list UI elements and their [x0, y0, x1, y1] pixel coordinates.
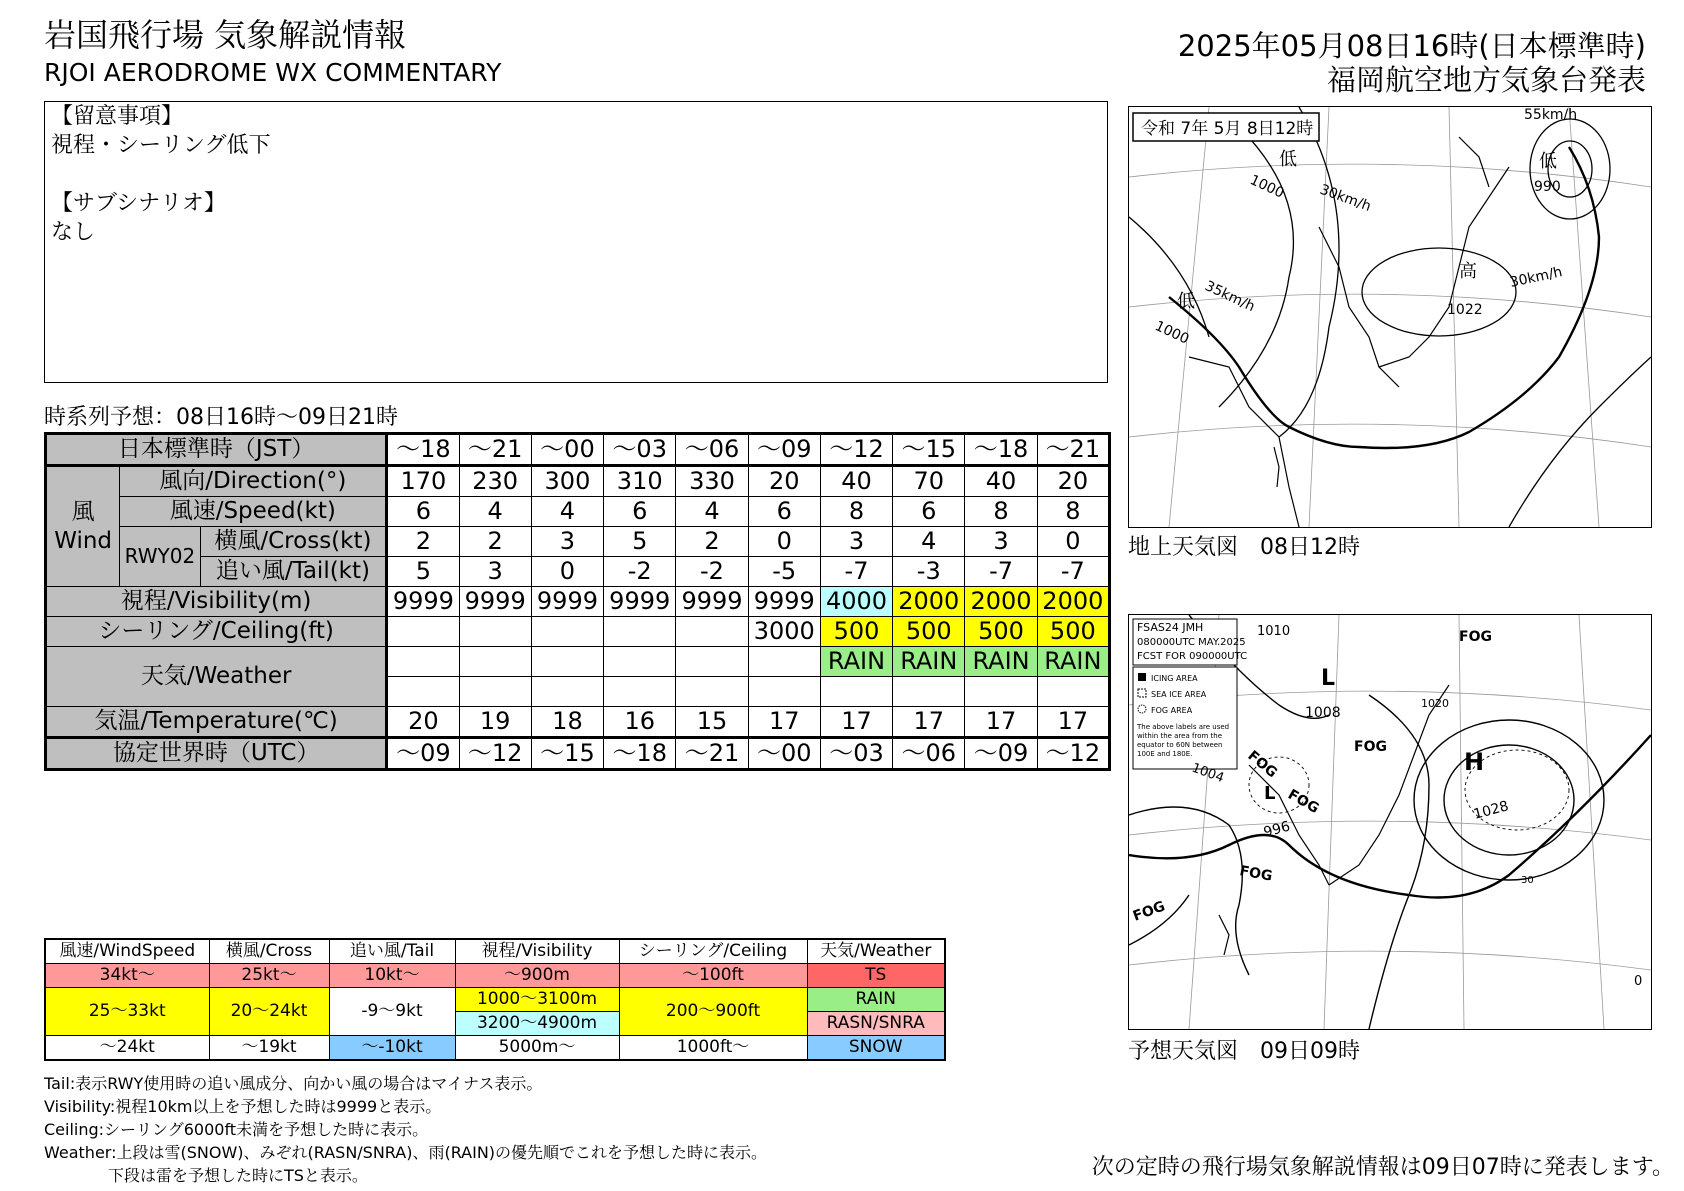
direction-row: [46, 466, 1110, 497]
direction-cell: 300: [531, 466, 603, 497]
temperature-cell: 18: [531, 707, 603, 738]
low-pressure: 996: [1261, 818, 1292, 841]
utc-cell: 〜09: [965, 738, 1037, 770]
weather-upper-cell: [748, 647, 820, 677]
ceiling-cell: 3000: [748, 617, 820, 647]
legend-cell: TS: [807, 964, 945, 988]
low-label: L: [1264, 783, 1276, 804]
footnotes: [44, 1072, 767, 1187]
temperature-cell: 19: [459, 707, 531, 738]
tail-cell: -3: [893, 557, 965, 587]
legend-header-row: [45, 939, 945, 964]
page-title: 岩国飛行場 気象解説情報: [44, 16, 407, 54]
runway-label: RWY02: [120, 527, 200, 587]
low-pressure: 990: [1534, 179, 1561, 195]
jst-cell: 〜06: [676, 434, 748, 466]
low-label: L: [1321, 666, 1336, 691]
legend-row-severe: [45, 964, 945, 988]
high-label: 高: [1459, 261, 1477, 282]
utc-cell: 〜00: [748, 738, 820, 770]
direction-cell: 20: [748, 466, 820, 497]
cross-cell: 3: [820, 527, 892, 557]
utc-cell: 〜18: [604, 738, 676, 770]
map-legend-note: equator to 60N between: [1137, 741, 1223, 749]
tail-cell: -7: [965, 557, 1037, 587]
weather-upper-row: [46, 647, 1110, 677]
map-legend-note: 100E and 180E.: [1137, 750, 1193, 758]
map-isobars: [1129, 107, 1651, 527]
jst-cell: 〜15: [893, 434, 965, 466]
chart-id-line: FCST FOR 090000UTC: [1137, 651, 1248, 662]
weather-upper-cell: RAIN: [1037, 647, 1109, 677]
fog-label: FOG: [1354, 739, 1387, 755]
forecast-table: [44, 432, 1111, 771]
utc-cell: 〜21: [676, 738, 748, 770]
footnote: 下段は雷を予想した時にTSと表示。: [44, 1166, 368, 1185]
jst-cell: 〜09: [748, 434, 820, 466]
map-legend-item: ICING AREA: [1151, 674, 1198, 683]
weather-upper-cell: RAIN: [965, 647, 1037, 677]
forecast-map-caption: 予想天気図 09日09時: [1128, 1039, 1360, 1064]
notes-box: [44, 101, 1108, 383]
high-pressure: 1028: [1471, 798, 1511, 823]
speed-cell: 6: [893, 497, 965, 527]
direction-cell: 330: [676, 466, 748, 497]
weather-upper-cell: [459, 647, 531, 677]
surface-map-graphic: [1129, 107, 1651, 527]
footnote: Tail:表示RWY使用時の追い風成分、向かい風の場合はマイナス表示。: [44, 1074, 543, 1093]
weather-lower-cell: [1037, 677, 1109, 707]
legend-row-normal: [45, 1036, 945, 1061]
map-graticule: [1129, 107, 1651, 527]
weather-lower-cell: [459, 677, 531, 707]
cross-cell: 2: [459, 527, 531, 557]
cross-cell: 2: [387, 527, 459, 557]
low-speed: 30km/h: [1317, 181, 1374, 215]
legend-header: 視程/Visibility: [455, 939, 619, 964]
low-label: 低: [1279, 149, 1297, 170]
legend-cell: 〜100ft: [619, 964, 807, 988]
legend-cell: 〜900m: [455, 964, 619, 988]
isobar-label: 0: [1634, 974, 1643, 989]
fog-label: FOG: [1130, 898, 1168, 925]
low-pressure: 1008: [1305, 705, 1341, 721]
low-label: 低: [1539, 151, 1557, 172]
jst-cell: 〜21: [1037, 434, 1109, 466]
visibility-cell: 2000: [1037, 587, 1109, 617]
high-speed: 30km/h: [1508, 264, 1564, 291]
legend-header: 横風/Cross: [209, 939, 329, 964]
forecast-weather-map: [1128, 614, 1652, 1030]
isobar-label: 1010: [1257, 624, 1291, 639]
weather-upper-cell: RAIN: [893, 647, 965, 677]
wind-group-label: [46, 466, 120, 587]
legend-header: 風速/WindSpeed: [45, 939, 209, 964]
visibility-cell: 9999: [531, 587, 603, 617]
direction-label: 風向/Direction(°): [120, 466, 387, 497]
utc-cell: 〜12: [459, 738, 531, 770]
tail-label: 追い風/Tail(kt): [200, 557, 387, 587]
legend-header: シーリング/Ceiling: [619, 939, 807, 964]
map-legend-note: within the area from the: [1137, 732, 1223, 740]
subscenario-text: なし: [51, 220, 96, 245]
temperature-cell: 17: [965, 707, 1037, 738]
footnote: Weather:上段は雪(SNOW)、みぞれ(RASN/SNRA)、雨(RAIN)の優先順でこれを予想した時に表示。: [44, 1143, 768, 1162]
fog-label: FOG: [1285, 786, 1322, 817]
jst-cell: 〜03: [604, 434, 676, 466]
low-speed: 55km/h: [1524, 107, 1578, 123]
visibility-cell: 9999: [604, 587, 676, 617]
direction-cell: 70: [893, 466, 965, 497]
legend-cell: 200〜900ft: [619, 988, 807, 1036]
legend-cell: 〜24kt: [45, 1036, 209, 1061]
legend-cell: 5000m〜: [455, 1036, 619, 1061]
cross-cell: 5: [604, 527, 676, 557]
direction-cell: 230: [459, 466, 531, 497]
low-label: 低: [1177, 291, 1195, 312]
speed-cell: 4: [676, 497, 748, 527]
legend-cell: 20〜24kt: [209, 988, 329, 1036]
ceiling-row: [46, 617, 1110, 647]
cross-row: [46, 527, 1110, 557]
visibility-cell: 4000: [820, 587, 892, 617]
direction-cell: 20: [1037, 466, 1109, 497]
speed-cell: 4: [531, 497, 603, 527]
next-issue-note: 次の定時の飛行場気象解説情報は09日07時に発表します。: [1091, 1155, 1674, 1180]
page-subtitle: RJOI AERODROME WX COMMENTARY: [44, 58, 502, 87]
temperature-label: 気温/Temperature(℃): [46, 707, 387, 738]
weather-lower-cell: [387, 677, 459, 707]
tail-cell: -7: [820, 557, 892, 587]
low-pressure: 1000: [1152, 318, 1192, 348]
tail-cell: -2: [676, 557, 748, 587]
cross-cell: 4: [893, 527, 965, 557]
isobar-label: 1020: [1421, 697, 1449, 710]
legend-cell: 〜-10kt: [329, 1036, 455, 1061]
map-legend-item: FOG AREA: [1151, 706, 1193, 715]
attention-text: 視程・シーリング低下: [51, 133, 271, 158]
direction-cell: 40: [820, 466, 892, 497]
legend-cell: 3200〜4900m: [455, 1012, 619, 1036]
tail-row: [46, 557, 1110, 587]
direction-cell: 170: [387, 466, 459, 497]
tail-cell: 3: [459, 557, 531, 587]
legend-cell: 25kt〜: [209, 964, 329, 988]
visibility-label: 視程/Visibility(m): [46, 587, 387, 617]
weather-upper-cell: [387, 647, 459, 677]
temperature-cell: 17: [893, 707, 965, 738]
ceiling-cell: [604, 617, 676, 647]
speed-cell: 8: [965, 497, 1037, 527]
weather-upper-cell: [676, 647, 748, 677]
cross-cell: 2: [676, 527, 748, 557]
legend-cell: 1000ft〜: [619, 1036, 807, 1061]
high-pressure: 1022: [1447, 302, 1483, 318]
jst-label: 日本標準時（JST）: [46, 434, 387, 466]
ceiling-cell: 500: [893, 617, 965, 647]
temperature-cell: 17: [1037, 707, 1109, 738]
cross-cell: 3: [531, 527, 603, 557]
icing-icon: [1138, 673, 1146, 681]
ceiling-cell: [676, 617, 748, 647]
speed-cell: 6: [604, 497, 676, 527]
high-label: H: [1464, 748, 1485, 776]
ceiling-cell: 500: [820, 617, 892, 647]
direction-cell: 310: [604, 466, 676, 497]
jst-row: [46, 434, 1110, 466]
issuer: 福岡航空地方気象台発表: [1326, 63, 1646, 97]
utc-cell: 〜09: [387, 738, 459, 770]
weather-lower-cell: [531, 677, 603, 707]
tail-cell: -5: [748, 557, 820, 587]
chart-id-line: FSAS24 JMH: [1137, 621, 1204, 634]
utc-cell: 〜12: [1037, 738, 1109, 770]
legend-cell: RAIN: [807, 988, 945, 1012]
map-coastlines: [1219, 685, 1449, 955]
issue-datetime: 2025年05月08日16時(日本標準時): [1177, 29, 1646, 63]
temperature-row: [46, 707, 1110, 738]
weather-upper-cell: [604, 647, 676, 677]
speed-cell: 6: [748, 497, 820, 527]
legend-header: 天気/Weather: [807, 939, 945, 964]
temperature-cell: 15: [676, 707, 748, 738]
cross-cell: 0: [1037, 527, 1109, 557]
temperature-cell: 17: [820, 707, 892, 738]
tail-cell: 0: [531, 557, 603, 587]
isobar-label: 30: [1521, 875, 1534, 886]
surface-map-caption: 地上天気図 08日12時: [1128, 535, 1360, 560]
visibility-cell: 9999: [459, 587, 531, 617]
visibility-cell: 9999: [676, 587, 748, 617]
legend-cell: SNOW: [807, 1036, 945, 1061]
ceiling-cell: [387, 617, 459, 647]
map-legend-note: The above labels are used: [1137, 723, 1230, 731]
speed-cell: 8: [1037, 497, 1109, 527]
legend-cell: 10kt〜: [329, 964, 455, 988]
footnote: Visibility:視程10km以上を予想した時は9999と表示。: [44, 1097, 442, 1116]
legend-cell: 1000〜3100m: [455, 988, 619, 1012]
temperature-cell: 17: [748, 707, 820, 738]
subscenario-heading: 【サブシナリオ】: [51, 191, 226, 216]
utc-label: 協定世界時（UTC）: [46, 738, 387, 770]
tail-cell: -7: [1037, 557, 1109, 587]
fog-label: FOG: [1244, 747, 1280, 782]
visibility-cell: 2000: [893, 587, 965, 617]
fog-label: FOG: [1459, 629, 1492, 645]
footnote: Ceiling:シーリング6000ft未満を予想した時に表示。: [44, 1120, 429, 1139]
wind-label-jp: 風: [71, 498, 95, 525]
visibility-cell: 2000: [965, 587, 1037, 617]
timeseries-title: 時系列予想：08日16時〜09日21時: [44, 405, 398, 430]
isobar-label: 1004: [1189, 760, 1226, 787]
legend-cell: 25〜33kt: [45, 988, 209, 1036]
weather-upper-cell: [531, 647, 603, 677]
weather-upper-cell: RAIN: [820, 647, 892, 677]
legend-table: [44, 938, 946, 1061]
weather-lower-cell: [748, 677, 820, 707]
jst-cell: 〜18: [965, 434, 1037, 466]
forecast-map-graphic: [1129, 615, 1651, 1029]
tail-cell: -2: [604, 557, 676, 587]
legend-header: 追い風/Tail: [329, 939, 455, 964]
legend-row-moderate-1: [45, 988, 945, 1012]
weather-label: 天気/Weather: [46, 647, 387, 707]
cross-label: 横風/Cross(kt): [200, 527, 387, 557]
map-stamp: 令和 7年 5月 8日12時: [1141, 119, 1314, 139]
fog-label: FOG: [1238, 863, 1274, 885]
cross-cell: 3: [965, 527, 1037, 557]
low-speed: 35km/h: [1202, 278, 1258, 316]
jst-cell: 〜18: [387, 434, 459, 466]
visibility-row: [46, 587, 1110, 617]
chart-id-line: 080000UTC MAY.2025: [1137, 637, 1246, 648]
legend-cell: 34kt〜: [45, 964, 209, 988]
map-legend-item: SEA ICE AREA: [1151, 690, 1207, 699]
legend-cell: 〜19kt: [209, 1036, 329, 1061]
legend-cell: -9〜9kt: [329, 988, 455, 1036]
visibility-cell: 9999: [748, 587, 820, 617]
cross-cell: 0: [748, 527, 820, 557]
speed-row: [46, 497, 1110, 527]
speed-cell: 4: [459, 497, 531, 527]
tail-cell: 5: [387, 557, 459, 587]
speed-cell: 6: [387, 497, 459, 527]
utc-row: [46, 738, 1110, 770]
ceiling-cell: 500: [965, 617, 1037, 647]
ceiling-cell: [531, 617, 603, 647]
wind-label-en: Wind: [54, 527, 113, 554]
visibility-cell: 9999: [387, 587, 459, 617]
legend-cell: RASN/SNRA: [807, 1012, 945, 1036]
attention-heading: 【留意事項】: [51, 104, 184, 129]
jst-cell: 〜12: [820, 434, 892, 466]
weather-lower-cell: [604, 677, 676, 707]
weather-lower-cell: [676, 677, 748, 707]
ceiling-cell: [459, 617, 531, 647]
speed-label: 風速/Speed(kt): [120, 497, 387, 527]
weather-lower-cell: [820, 677, 892, 707]
weather-lower-cell: [893, 677, 965, 707]
utc-cell: 〜03: [820, 738, 892, 770]
weather-lower-cell: [965, 677, 1037, 707]
utc-cell: 〜06: [893, 738, 965, 770]
jst-cell: 〜21: [459, 434, 531, 466]
ceiling-cell: 500: [1037, 617, 1109, 647]
temperature-cell: 16: [604, 707, 676, 738]
direction-cell: 40: [965, 466, 1037, 497]
speed-cell: 8: [820, 497, 892, 527]
ceiling-label: シーリング/Ceiling(ft): [46, 617, 387, 647]
temperature-cell: 20: [387, 707, 459, 738]
utc-cell: 〜15: [531, 738, 603, 770]
surface-weather-map: [1128, 106, 1652, 528]
jst-cell: 〜00: [531, 434, 603, 466]
low-pressure: 1000: [1247, 172, 1287, 202]
